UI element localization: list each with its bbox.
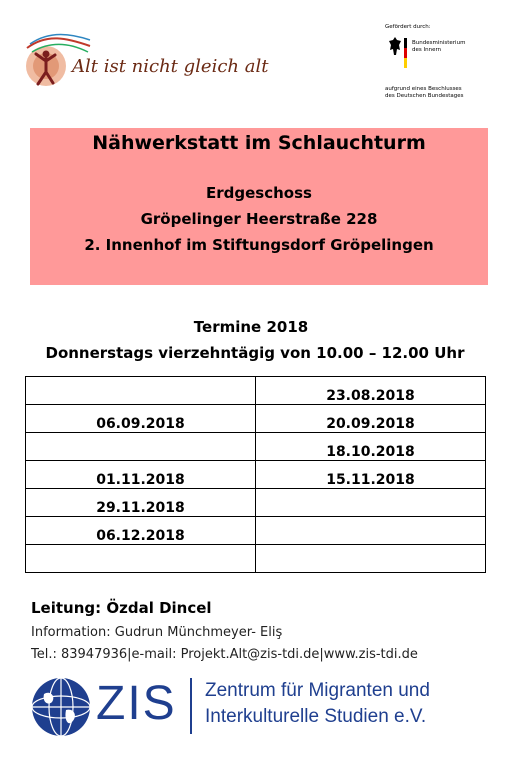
decision-note: [385, 86, 464, 100]
leitung-line: Leitung: Özdal Dincel: [31, 599, 212, 617]
date-cell: [256, 489, 486, 517]
table-row: [26, 405, 486, 433]
date-cell: [26, 545, 256, 573]
decision-line2: des Deutschen Bundestages: [385, 93, 464, 99]
table-row: [26, 433, 486, 461]
date-cell: [256, 545, 486, 573]
date-cell: [256, 517, 486, 545]
german-flag-icon: [404, 38, 407, 68]
zis-abbreviation: ZIS: [96, 677, 177, 730]
globe-icon: [30, 676, 92, 738]
ministry-line2: des Innern: [412, 47, 442, 53]
table-row: [26, 377, 486, 405]
date-cell: 20.09.2018: [256, 405, 486, 433]
table-row: [26, 545, 486, 573]
date-cell: 15.11.2018: [256, 461, 486, 489]
venue-box: [30, 128, 488, 285]
information-line: Information: Gudrun Münchmeyer- Eliş: [31, 625, 283, 640]
date-cell: 06.09.2018: [26, 405, 256, 433]
date-cell: 23.08.2018: [256, 377, 486, 405]
venue-title: Nähwerkstatt im Schlauchturm: [92, 132, 426, 154]
date-cell: 01.11.2018: [26, 461, 256, 489]
zis-name-line1: Zentrum für Migranten und: [205, 680, 430, 701]
table-row: [26, 489, 486, 517]
date-cell: 29.11.2018: [26, 489, 256, 517]
ministry-name: [412, 40, 465, 54]
date-cell: [26, 377, 256, 405]
zis-name-line2: Interkulturelle Studien e.V.: [205, 706, 427, 727]
zis-logo: [30, 676, 500, 738]
ministry-logo: [382, 24, 502, 104]
table-row: [26, 461, 486, 489]
date-cell: 06.12.2018: [26, 517, 256, 545]
funding-label: Gefördert durch:: [385, 24, 431, 30]
decision-line1: aufgrund eines Beschlusses: [385, 86, 462, 92]
contact-line: Tel.: 83947936|e-mail: Projekt.Alt@zis-tdi.de|www.zis-tdi.de: [31, 647, 418, 662]
ministry-line1: Bundesministerium: [412, 40, 466, 46]
schedule-subtitle: Donnerstags vierzehntägig von 10.00 – 12.00 Uhr: [45, 344, 465, 362]
venue-floor: Erdgeschoss: [206, 184, 312, 202]
venue-street: Gröpelinger Heerstraße 228: [140, 210, 378, 228]
alt-logo: [22, 28, 269, 102]
schedule-title: Termine 2018: [193, 318, 309, 336]
dates-table: [25, 376, 486, 573]
logo-slogan: Alt ist nicht gleich alt: [72, 56, 269, 77]
venue-courtyard: 2. Innenhof im Stiftungsdorf Gröpelingen: [84, 236, 434, 254]
logo-divider: [190, 678, 192, 734]
date-cell: [26, 433, 256, 461]
table-row: [26, 517, 486, 545]
date-cell: 18.10.2018: [256, 433, 486, 461]
federal-eagle-icon: [388, 36, 402, 56]
